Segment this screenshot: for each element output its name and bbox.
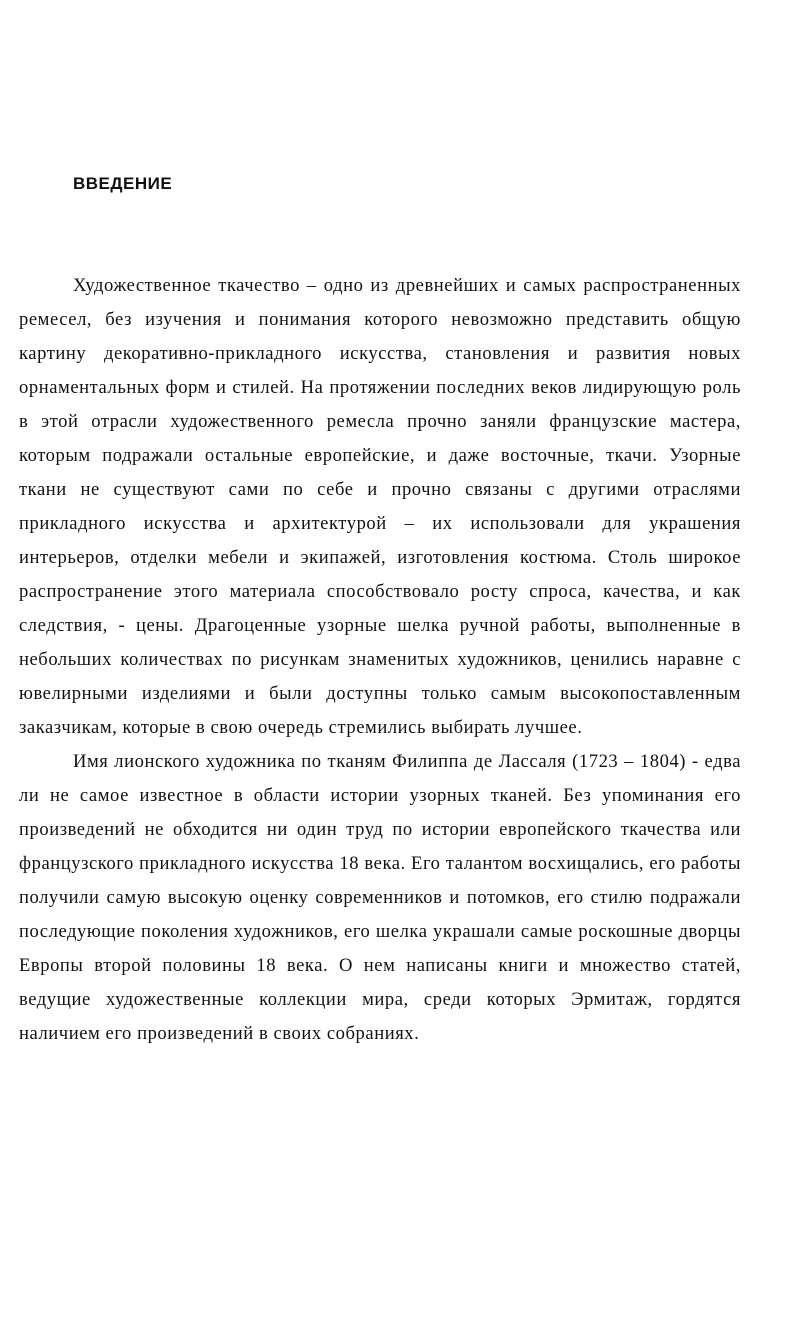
paragraph: Художественное ткачество – одно из древнейших и самых распространенных ремесел, без изучения и понимания которого невозможно представить общую картину декоративно-прикладного искусства, становления и развития новых орнаментальных форм и стилей. На протяжении последних веков лидирующую роль в этой отрасли художественного ремесла прочно заняли французские мастера, которым подражали остальные европейские, и даже восточные, ткачи. Узорные ткани не существуют сами по себе и прочно связаны с другими отраслями прикладного искусства и архитектурой – их использовали для украшения интерьеров, отделки мебели и экипажей, изготовления костюма. Столь широкое распространение этого материала способствовало росту спроса, качества, и как следствия, - цены. Драгоценные узорные шелка ручной работы, выполненные в небольших количествах по рисункам знаменитых художников, ценились наравне с ювелирными изделиями и были доступны только самым высокопоставленным заказчикам, которые в свою очередь стремились выбирать лучшее. [19, 275, 741, 738]
body-text [19, 269, 741, 1051]
section-heading: ВВЕДЕНИЕ [73, 174, 173, 193]
paragraph: Имя лионского художника по тканям Филиппа де Лассаля (1723 – 1804) - едва ли не самое известное в области истории узорных тканей. Без упоминания его произведений не обходится ни один труд по истории европейского ткачества или французского прикладного искусства 18 века. Его талантом восхищались, его работы получили самую высокую оценку современников и потомков, его стилю подражали последующие поколения художников, его шелка украшали самые роскошные дворцы Европы второй половины 18 века. О нем написаны книги и множество статей, ведущие художественные коллекции мира, среди которых Эрмитаж, гордятся наличием его произведений в своих собраниях. [19, 751, 741, 1044]
